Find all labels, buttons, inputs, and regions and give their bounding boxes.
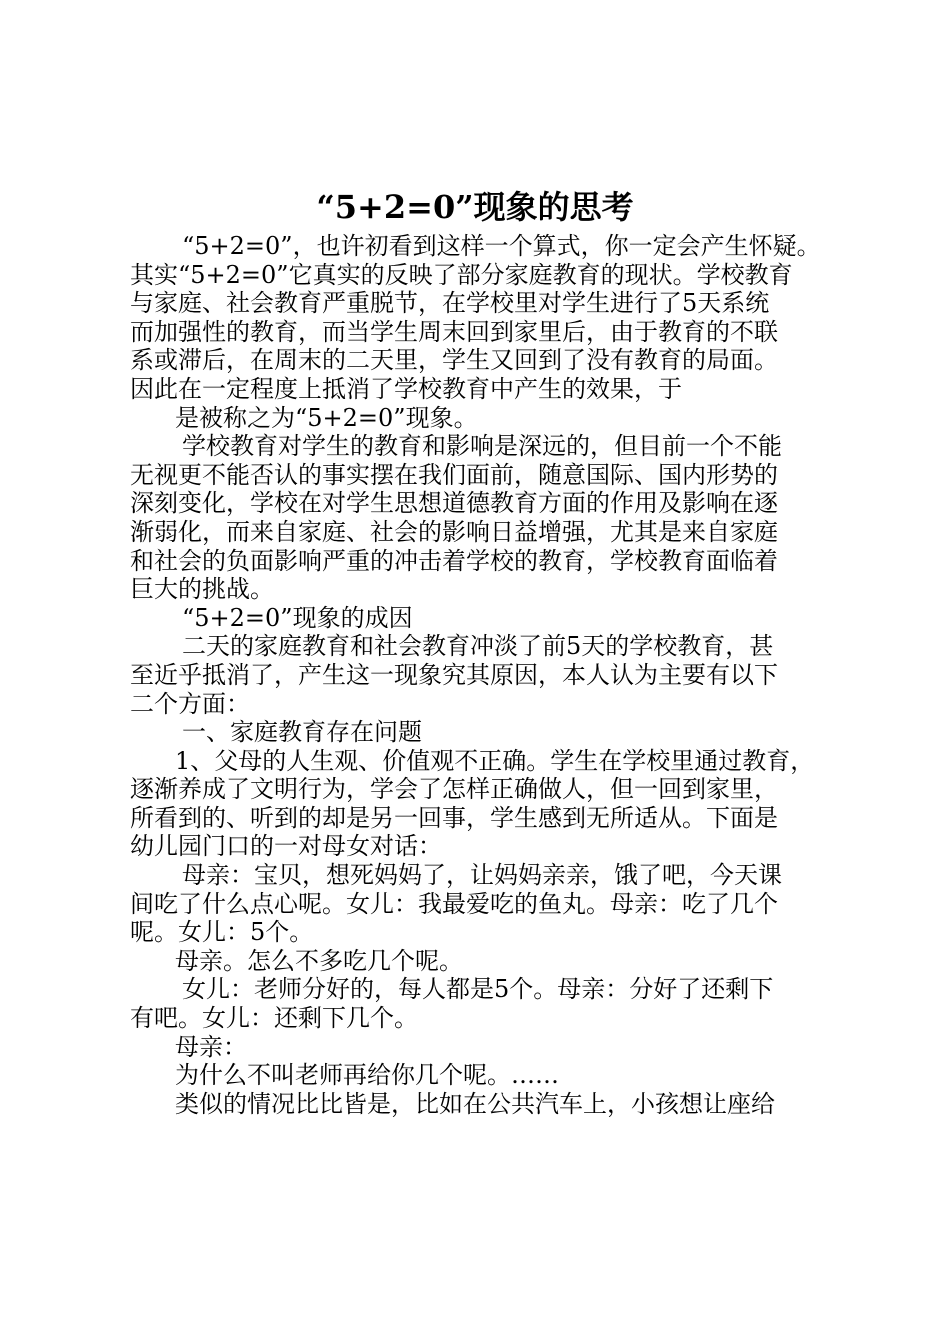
body-line: 渐弱化，而来自家庭、社会的影响日益增强，尤其是来自家庭: [130, 517, 778, 546]
body-line: 学校教育对学生的教育和影响是深远的，但目前一个不能: [182, 432, 782, 461]
body-line: 和社会的负面影响严重的冲击着学校的教育，学校教育面临着: [130, 546, 778, 575]
body-line: 母亲：宝贝，想死妈妈了，让妈妈亲亲，饿了吧，今天课: [182, 861, 782, 890]
body-line: 有吧。女儿：还剩下几个。: [130, 1004, 418, 1033]
body-line: 至近乎抵消了，产生这一现象究其原因，本人认为主要有以下: [130, 660, 778, 689]
body-line: 而加强性的教育，而当学生周末回到家里后，由于教育的不联: [130, 317, 778, 346]
body-line: 间吃了什么点心呢。女儿：我最爱吃的鱼丸。母亲：吃了几个: [130, 889, 778, 918]
body-line: 系或滞后，在周末的二天里，学生又回到了没有教育的局面。: [130, 346, 778, 375]
body-line: 二天的家庭教育和社会教育冲淡了前5天的学校教育，甚: [182, 632, 774, 661]
body-line: 1、父母的人生观、价值观不正确。学生在学校里通过教育，: [175, 746, 815, 775]
body-line: 母亲：: [175, 1032, 247, 1061]
body-line: 深刻变化，学校在对学生思想道德教育方面的作用及影响在逐: [130, 489, 778, 518]
body-line: 为什么不叫老师再给你几个呢。……: [175, 1061, 559, 1090]
body-line: 与家庭、社会教育严重脱节，在学校里对学生进行了5天系统: [130, 289, 770, 318]
body-line: 类似的情况比比皆是，比如在公共汽车上，小孩想让座给: [175, 1089, 775, 1118]
section-heading: “5+2=0”现象的成因: [182, 603, 413, 632]
body-line: 无视更不能否认的事实摆在我们面前，随意国际、国内形势的: [130, 460, 778, 489]
section-heading: 一、家庭教育存在问题: [182, 718, 422, 747]
body-line: 女儿：老师分好的，每人都是5个。母亲：分好了还剩下: [182, 975, 774, 1004]
body-line: 二个方面：: [130, 689, 250, 718]
body-line: 其实“5+2=0”它真实的反映了部分家庭教育的现状。学校教育: [130, 260, 793, 289]
body-line: 幼儿园门口的一对母女对话：: [130, 832, 442, 861]
body-line: 巨大的挑战。: [130, 575, 274, 604]
document-title: “5+2=0”现象的思考: [316, 188, 634, 226]
body-line: 逐渐养成了文明行为，学会了怎样正确做人，但一回到家里，: [130, 775, 778, 804]
body-line: 是被称之为“5+2=0”现象。: [175, 403, 478, 432]
body-line: 所看到的、听到的却是另一回事，学生感到无所适从。下面是: [130, 803, 778, 832]
body-line: “5+2=0”，也许初看到这样一个算式，你一定会产生怀疑。: [182, 232, 821, 260]
document-body: [130, 232, 835, 1118]
body-line: 母亲。怎么不多吃几个呢。: [175, 946, 463, 975]
body-line: 呢。女儿：5个。: [130, 918, 314, 947]
body-line: 因此在一定程度上抵消了学校教育中产生的效果，于: [130, 374, 682, 403]
